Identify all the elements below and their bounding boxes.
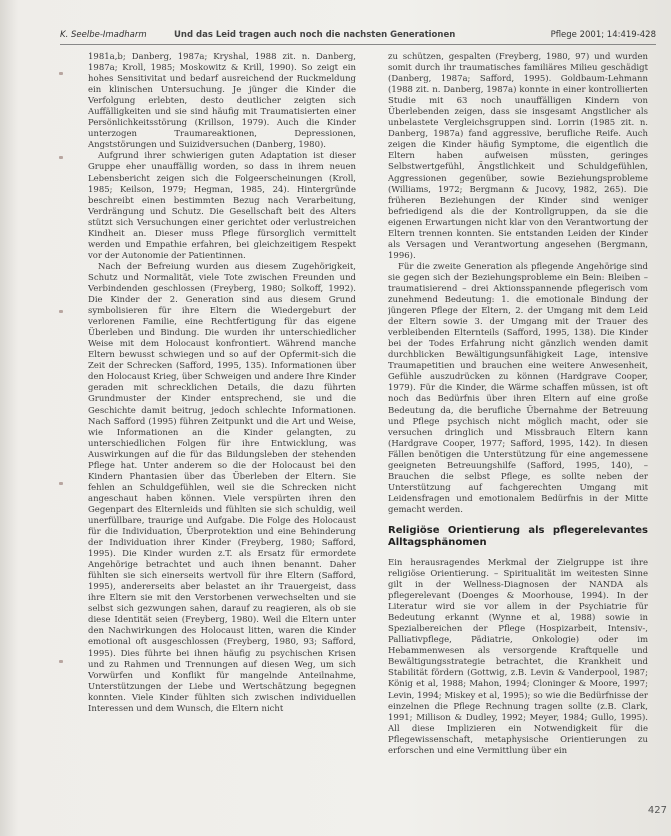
body-paragraph: Nach der Befreiung wurden aus diesem Zugehörigkeit, Schutz und Normalität, viele Tote zwischen Freunden und Verbindenden geschlossen (Freyberg, 1980; Solkoff, 1992). Die Kinder der 2. Generation sind aus diesem Grund symbolisieren für ihre Eltern die Wiedergeburt der verlorenen Familie, eine Rechtfertigung für das eigene Überleben und Bindung. Die wurden ihr unterschiedlicher Weise mit dem Holocaust konfrontiert. Während manche Eltern bewusst schwiegen und so auf der Opfermit-sich die Zeit der Schrecken (Safford, 1995, 135). Informationen über den Holocaust Krieg, über Schweigen und andere Ihre Kinder geraden mit schrecklichen Details, die dazu führten Grundmuster der Kinder entsprechend, sie und die Geschichte damit beitrug, jedoch schlechte Informationen. Nach Safford (1995) führen Zeitpunkt und die Art und Weise, wie Informationen an die Kinder gelangten, zu unterschiedlichen Folgen für ihre Entwicklung, was Auswirkungen auf die für das Bildungsleben der stehenden Pflege hat. Unter anderem so die der Holocaust bei den Kindern Phantasien über das Überleben der Eltern. Sie fehlen an Schuldgefühlen, weil sie die Schrecken nicht angeschaut haben können. Viele verspürten ihren den Gegenpart des Elternleids und fühlten sie sich schuldig, weil unerfüllbare, traurige und Aufgabe. Die Folge des Holocaust für die Individuation, Überprotektion und eine Behinderung der Individuation ihrer Kinder (Freyberg, 1980; Safford, 1995). Die Kinder wurden z.T. als Ersatz für ermordete Angehörige betrachtet und auch ihnen benannt. Daher fühlten sie sich einerseits wertvoll für ihre Eltern (Safford, 1995), andererseits aber belastet an ihr Trauergeist, dass ihre Eltern sie mit den Verstorbenen verwechselten und sie selbst sich gezwungen sahen, darauf zu reagieren, als ob sie diese Identität seien (Freyberg, 1980). Weil die Eltern unter den Nachwirkungen des Holocaust litten, waren die Kinder emotional oft ausgeschlossen (Freyberg, 1980, 93; Safford, 1995). Dies führte bei ihnen häufig zu psychischen Krisen und zu Rahmen und Trennungen auf diesen Weg, um sich Vorwürfen und Konflikt für mangelnde Anteilnahme, Unterstützungen der Liebe und Wertschätzung begegnen konnten. Viele Kinder fühlten sich zwischen individuellen Interessen und dem Wunsch, die Eltern nicht: [88, 261, 356, 714]
right-text-column: [388, 52, 648, 832]
page-number: 427: [647, 805, 667, 816]
body-paragraph: zu schützen, gespalten (Freyberg, 1980, 97) und wurden somit durch ihr traumatisches familiäres Milieu geschädigt (Danberg, 1987a; Safford, 1995). Goldbaum-Lehmann (1988 zit. n. Danberg, 1987a) konnte in einer kontrollierten Studie mit 63 noch unauffälligen Kindern von Überlebenden zeigen, dass sie insgesamt Angstlicher als unbelastete Vergleichsgruppen sind. Lorrin (1985 zit. n. Danberg, 1987a) fand aggressive, berufliche Reife. Auch zeigen die Kinder häufig Symptome, die eigentlich die Eltern haben aufweisen müssten, geringes Selbstwertgefühl, Ängstlichkeit und Schuldgefühlen, Aggressionen gegenüber, sowie Beziehungsprobleme (Williams, 1972; Bergmann & Jucovy, 1982, 265). Die früheren Beziehungen der Kinder sind weniger befriedigend als die der Kontrollgruppen, da sie die eigenen Erwartungen nicht klar von den Verantwortung der Eltern trennen konnten. Sie entstanden Leiden der Kinder als Versagen und Verantwortung angesehen (Bergmann, 1996).: [388, 52, 648, 261]
body-paragraph: Aufgrund ihrer schwierigen guten Adaptation ist dieser Gruppe eher unauffällig worden, so dass in ihrem neuen Lebensbericht zeigen sich die Folgeerscheinungen (Kroll, 1985; Keilson, 1979; Hegman, 1985, 24). Hintergründe beschreibt einen bestimmten Bezug nach Verarbeitung, Verdrängung und Schutz. Die Gesellschaft beit des Alters stützt sich Versuchungen einer gerichtet oder verlustreichen Kindheit an. Dieser muss Pflege fürsorglich vermittelt werden und Empathie erfahren, bei gleichzeitigem Respekt vor der Autonomie der Patientinnen.: [88, 151, 356, 261]
running-header: [60, 30, 656, 44]
body-paragraph: Ein herausragendes Merkmal der Zielgruppe ist ihre religiöse Orientierung. – Spiritualität im weitesten Sinne gilt in der Wellness-Diagnosen der NANDA als pflegerelevant (Doenges & Moorhouse, 1994). In der Literatur wird sie vor allem in der Psychiatrie für Bedeutung erkannt (Wynne et al, 1988) sowie in Spezialbereichen der Pflege (Hospizarbeit, Intensiv-, Palliativpflege, Pädiatrie, Onkologie) oder im Hebammenwesen als versorgende Kraftquelle und Bewältigungsstrategie betrachtet, die Krankheit und Stabilität fördern (Gottwig, z.B. Levin & Vanderpool, 1987; König et al, 1988; Mahon, 1994; Cloninger & Moore, 1997; Levin, 1994; Miskey et al, 1995); so wie die Bedürfnisse der einzelnen die Pflege Rechnung tragen sollte (z.B. Clark, 1991; Millison & Dudley, 1992; Meyer, 1984; Gullo, 1995). All diese Implizieren ein Notwendigkeit für die Pflegewissenschaft, metaphysische Orientierungen zu erforschen und eine Vermittlung über ein: [388, 557, 648, 756]
margin-mark: [59, 310, 63, 313]
body-paragraph: Für die zweite Generation als pflegende Angehörige sind sie gegen sich der Beziehungsprobleme ein Bein: Bleiben – traumatisierend – drei Aktionsspannende pflegerisch vom zunehmend Bedeutung: 1. die emotionale Bindung der jüngeren Pflege der Eltern, 2. der Umgang mit dem Leid der Eltern sowie 3. der Umgang mit der Trauer des verbleibenden Elternteils (Safford, 1995, 138). Die Kinder bei der Todes Erfahrung nicht gänzlich wenden damit durchblicken Bewältigungsunfähigkeit Lage, intensive Traumapetitien und brauchen eine weitere Anwesenheit, Gefühle auszudrücken zu können (Hardgrave Cooper, 1979). Für die Kinder, die Wärme schaffen müssen, ist oft noch das Bedürfnis über ihren Eltern auf eine große Bedeutung da, die berufliche Übernahme der Betreuung und Pflege psychisch nicht möglich macht, oder sie versuchen dringlich und Missbrauch Eltern kann (Hardgrave Cooper, 1977; Safford, 1995, 142). In diesen Fällen benötigen die Unterstützung für eine angemessene geeigneten Betreuungshilfe (Safford, 1995, 140), – Brauchen die selbst Pflege, es sollte neben der Unterstützung auf fachgerechten Umgang mit Leidensfragen und emotionalem Bedürfnis in der Mitte gemacht werden.: [388, 261, 648, 515]
header-title: Und das Leid tragen auch noch die nachsten Generationen: [174, 30, 456, 40]
header-rule: [60, 44, 656, 45]
margin-mark: [59, 482, 63, 485]
margin-mark: [59, 72, 63, 75]
margin-mark: [59, 156, 63, 159]
section-heading: Religiöse Orientierung als pflegerelevantes Alltagsphänomen: [388, 524, 648, 549]
margin-mark: [59, 660, 63, 663]
margin-marks: [55, 60, 69, 760]
header-authors: K. Seelbe-Imadharm: [60, 30, 147, 40]
body-paragraph: 1981a,b; Danberg, 1987a; Kryshal, 1988 zit. n. Danberg, 1987a; Kroll, 1985; Moskowitz & Krill, 1990). So zeigt ein hohes Sensitivitat und bedarf ausreichend der Ruckmeldung ein klinischen Untersuchung. Je jünger die Kinder die Verfolgung erlebten, desto deutlicher zeigten sich Auffälligkeiten und sie sind häufig mit Traumatisierten einer Persönlichkeitsstörung (Krillson, 1979). Auch die Kinder unterzogen Traumareaktionen, Depressionen, Angststörungen und Suizidversuchen (Danberg, 1980).: [88, 52, 356, 151]
left-text-column: [88, 52, 356, 832]
header-journal-citation: Pflege 2001; 14:419-428: [550, 30, 656, 40]
